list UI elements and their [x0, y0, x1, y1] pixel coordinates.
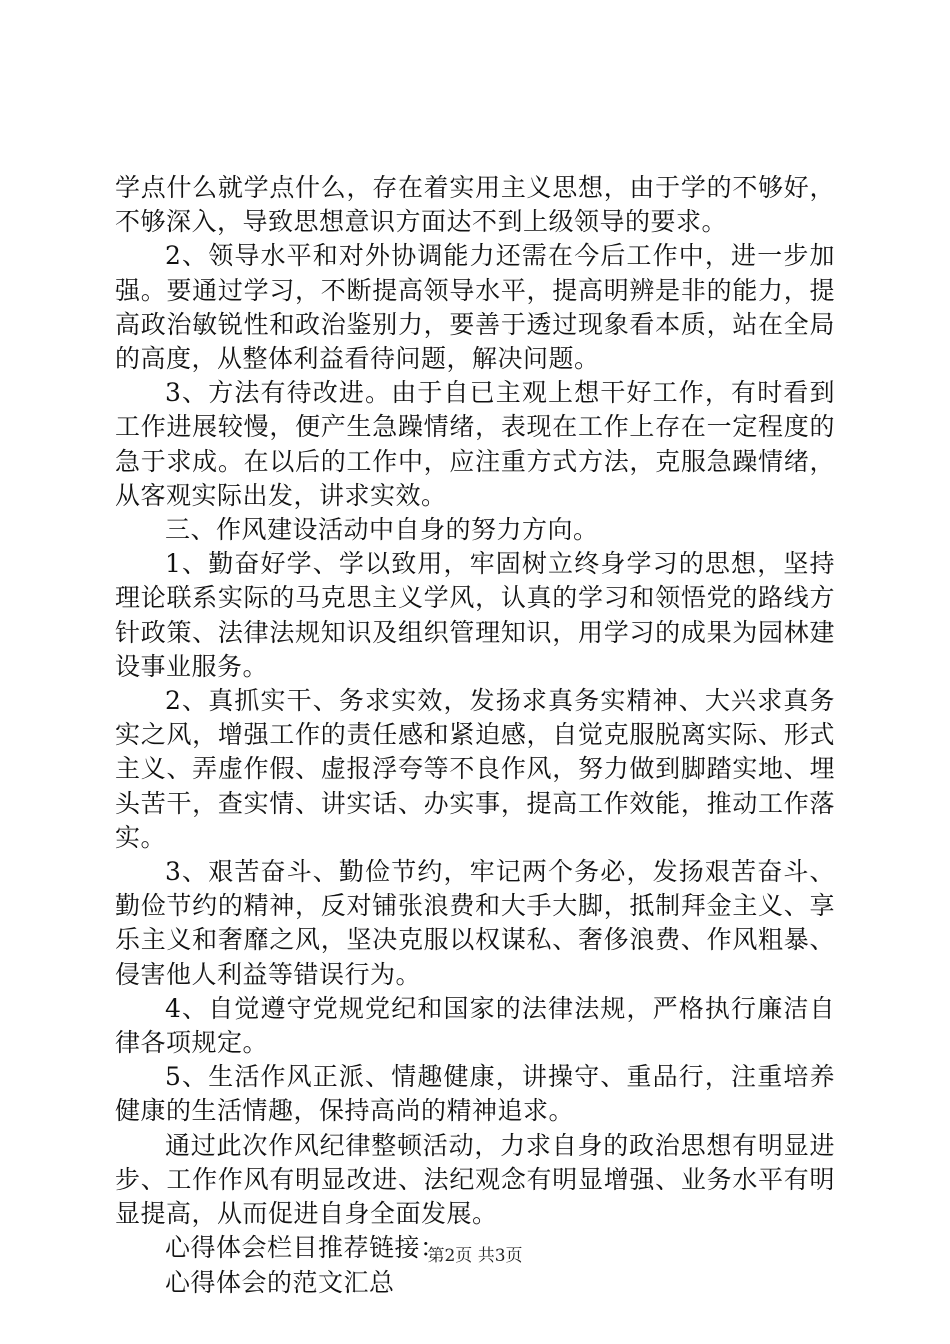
paragraph-direction-5: 5、生活作风正派、情趣健康，讲操守、重品行，注重培养健康的生活情趣，保持高尚的精神追求。	[115, 1062, 835, 1126]
recommended-links-label: 心得体会栏目推荐链接：	[165, 1233, 446, 1263]
paragraph-direction-3: 3、艰苦奋斗、勤俭节约，牢记两个务必，发扬艰苦奋斗、勤俭节约的精神，反对铺张浪费和大手大脚，抵制拜金主义、享乐主义和奢靡之风，坚决克服以权谋私、奢侈浪费、作风粗暴、侵害他人利益等错误行为。	[115, 857, 835, 989]
document-body	[115, 171, 835, 1300]
paragraph-direction-1: 1、勤奋好学、学以致用，牢固树立终身学习的思想，坚持理论联系实际的马克思主义学风，认真的学习和领悟党的路线方针政策、法律法规知识及组织管理知识，用学习的成果为园林建设事业服务。	[115, 549, 835, 681]
paragraph-point-3-method: 3、方法有待改进。由于自已主观上想干好工作，有时看到工作进展较慢，便产生急躁情绪，表现在工作上存在一定程度的急于求成。在以后的工作中，应注重方式方法，克服急躁情绪，从客观实际出发，讲求实效。	[115, 378, 835, 510]
paragraph-point-2-leadership: 2、领导水平和对外协调能力还需在今后工作中，进一步加强。要通过学习，不断提高领导水平，提高明辨是非的能力，提高政治敏锐性和政治鉴别力，要善于透过现象看本质，站在全局的高度，从整体利益看待问题，解决问题。	[115, 241, 835, 374]
paragraph-continuation: 学点什么就学点什么，存在着实用主义思想，由于学的不够好，不够深入，导致思想意识方面达不到上级领导的要求。	[115, 173, 835, 237]
paragraph-direction-4: 4、自觉遵守党规党纪和国家的法律法规，严格执行廉洁自律各项规定。	[115, 993, 835, 1058]
paragraph-direction-2: 2、真抓实干、务求实效，发扬求真务实精神、大兴求真务实之风，增强工作的责任感和紧迫感，自觉克服脱离实际、形式主义、弄虚作假、虚报浮夸等不良作风，努力做到脚踏实地、埋头苦干，查实情、讲实话、办实事，提高工作效能，推动工作落实。	[115, 686, 835, 852]
section-heading-direction: 三、作风建设活动中自身的努力方向。	[165, 515, 599, 545]
page-number-footer: 第2页 共3页	[427, 1246, 523, 1266]
paragraph-conclusion: 通过此次作风纪律整顿活动，力求自身的政治思想有明显进步、工作作风有明显改进、法纪观念有明显增强、业务水平有明显提高，从而促进自身全面发展。	[115, 1130, 835, 1229]
recommended-link[interactable]: 心得体会的范文汇总	[165, 1267, 395, 1297]
